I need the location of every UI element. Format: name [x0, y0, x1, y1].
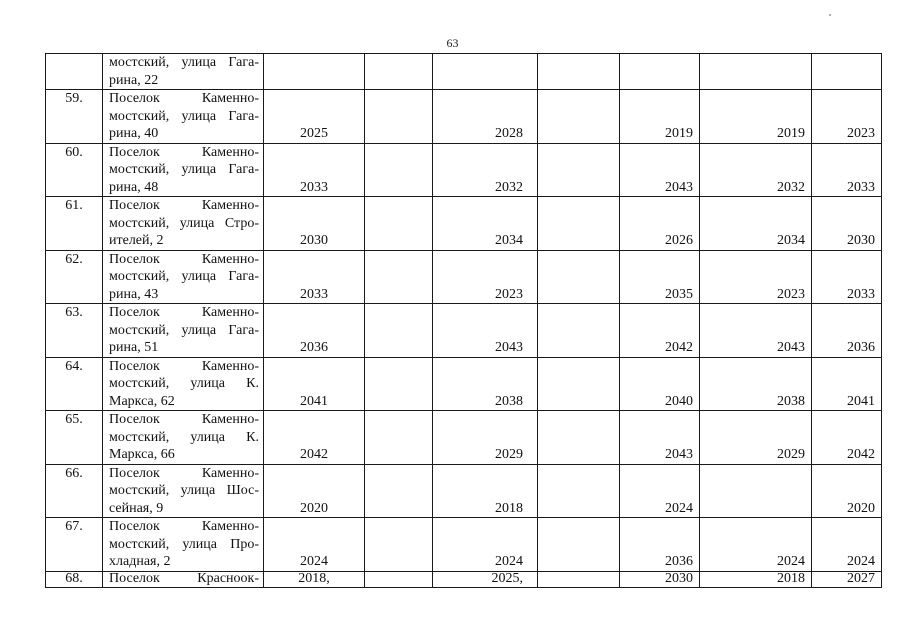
year-cell-4 — [538, 143, 620, 197]
address-line: мостский, улица Шос- — [109, 483, 259, 498]
year-cell-7: 2020 — [812, 464, 882, 518]
year-cell-5: 2036 — [620, 518, 700, 572]
year-cell-6: 2023 — [700, 250, 812, 304]
address-line: Поселок Каменно- — [109, 144, 259, 160]
year-cell-6: 2019 — [700, 90, 812, 144]
address-line: рина, 22 — [109, 72, 159, 88]
address-line: Поселок Каменно- — [109, 198, 259, 213]
year-cell-3: 2025, — [433, 571, 538, 587]
year-cell-4 — [538, 464, 620, 518]
year-cell-7: 2036 — [812, 304, 882, 358]
table-row — [46, 143, 882, 197]
address-line: мостский, улица Гага- — [109, 108, 259, 124]
year-cell-6: 2032 — [700, 143, 812, 197]
year-cell-1: 2025 — [264, 90, 365, 144]
year-cell-3: 2029 — [433, 411, 538, 465]
table-row — [46, 464, 882, 518]
year-cell-5: 2043 — [620, 411, 700, 465]
year-cell-7: 2027 — [812, 571, 882, 587]
year-cell-5: 2026 — [620, 197, 700, 251]
year-cell-5: 2024 — [620, 464, 700, 518]
address-line: хладная, 2 — [109, 554, 171, 569]
address-line: рина, 51 — [109, 340, 159, 355]
address-line: Поселок Каменно- — [109, 251, 259, 267]
address-cell — [103, 571, 264, 587]
year-cell-1: 2033 — [264, 143, 365, 197]
row-number: 61. — [46, 197, 103, 251]
year-cell-6: 2038 — [700, 357, 812, 411]
row-number: 59. — [46, 90, 103, 144]
address-cell — [103, 464, 264, 518]
year-cell-3: 2043 — [433, 304, 538, 358]
year-cell-5: 2030 — [620, 571, 700, 587]
address-cell — [103, 54, 264, 90]
address-cell — [103, 250, 264, 304]
row-number: 64. — [46, 357, 103, 411]
year-cell-5: 2040 — [620, 357, 700, 411]
year-cell-2 — [365, 90, 433, 144]
year-cell-6: 2029 — [700, 411, 812, 465]
year-cell-2 — [365, 571, 433, 587]
year-cell-6: 2024 — [700, 518, 812, 572]
year-cell-1: 2024 — [264, 518, 365, 572]
scan-speck — [829, 14, 831, 16]
year-cell-4 — [538, 411, 620, 465]
row-number: 67. — [46, 518, 103, 572]
year-cell-3: 2024 — [433, 518, 538, 572]
year-cell-6: 2018 — [700, 571, 812, 587]
address-line: рина, 40 — [109, 126, 159, 141]
year-cell-3: 2034 — [433, 197, 538, 251]
year-cell-1: 2042 — [264, 411, 365, 465]
table-row — [46, 411, 882, 465]
address-line: Поселок Каменно- — [109, 358, 259, 374]
year-cell-1: 2033 — [264, 250, 365, 304]
year-cell-4 — [538, 304, 620, 358]
row-number: 62. — [46, 250, 103, 304]
address-line: мостский, улица Гага- — [109, 269, 259, 284]
table-row — [46, 357, 882, 411]
year-cell-4 — [538, 197, 620, 251]
year-cell-2 — [365, 304, 433, 358]
year-cell-3: 2023 — [433, 250, 538, 304]
year-cell-2 — [365, 143, 433, 197]
year-cell-2 — [365, 250, 433, 304]
page-number: 63 — [446, 36, 459, 50]
address-line: сейная, 9 — [109, 500, 164, 516]
year-cell-4 — [538, 518, 620, 572]
address-cell — [103, 411, 264, 465]
address-cell — [103, 304, 264, 358]
year-cell-2 — [365, 357, 433, 411]
year-cell-6 — [700, 54, 812, 90]
year-cell-5: 2019 — [620, 90, 700, 144]
address-line: мостский, улица К. — [109, 429, 259, 445]
address-line: рина, 48 — [109, 179, 159, 195]
year-cell-1: 2030 — [264, 197, 365, 251]
address-line: Поселок Каменно- — [109, 91, 259, 106]
year-cell-3: 2018 — [433, 464, 538, 518]
table-row — [46, 518, 882, 572]
year-cell-4 — [538, 90, 620, 144]
year-cell-5: 2035 — [620, 250, 700, 304]
table-row — [46, 304, 882, 358]
year-cell-7: 2023 — [812, 90, 882, 144]
year-cell-7: 2041 — [812, 357, 882, 411]
year-cell-3: 2028 — [433, 90, 538, 144]
address-cell — [103, 197, 264, 251]
year-cell-7: 2024 — [812, 518, 882, 572]
year-cell-7: 2030 — [812, 197, 882, 251]
address-line: Поселок Красноок- — [109, 571, 259, 586]
address-line: Поселок Каменно- — [109, 465, 259, 481]
row-number: 66. — [46, 464, 103, 518]
row-number: 63. — [46, 304, 103, 358]
year-cell-3: 2032 — [433, 143, 538, 197]
table-row — [46, 571, 882, 587]
address-cell — [103, 518, 264, 572]
row-number: 60. — [46, 143, 103, 197]
address-line: Поселок Каменно- — [109, 519, 259, 534]
row-number: 65. — [46, 411, 103, 465]
year-cell-5: 2043 — [620, 143, 700, 197]
address-line: Поселок Каменно- — [109, 305, 259, 320]
table-row — [46, 54, 882, 90]
data-table — [45, 53, 882, 588]
address-line: мостский, улица Гага- — [109, 322, 259, 338]
year-cell-4 — [538, 250, 620, 304]
address-line: Поселок Каменно- — [109, 412, 259, 427]
address-cell — [103, 357, 264, 411]
year-cell-4 — [538, 357, 620, 411]
year-cell-7: 2033 — [812, 250, 882, 304]
year-cell-2 — [365, 54, 433, 90]
table-row — [46, 90, 882, 144]
year-cell-6: 2043 — [700, 304, 812, 358]
year-cell-7: 2042 — [812, 411, 882, 465]
year-cell-6: 2034 — [700, 197, 812, 251]
address-cell — [103, 143, 264, 197]
year-cell-3 — [433, 54, 538, 90]
row-number — [46, 54, 103, 90]
year-cell-7 — [812, 54, 882, 90]
address-line: Маркса, 66 — [109, 447, 175, 462]
address-line: мостский, улица Гага- — [109, 55, 259, 70]
year-cell-4 — [538, 571, 620, 587]
year-cell-1: 2020 — [264, 464, 365, 518]
year-cell-2 — [365, 518, 433, 572]
table-row — [46, 197, 882, 251]
address-line: ителей, 2 — [109, 233, 164, 248]
year-cell-2 — [365, 464, 433, 518]
address-line: Маркса, 62 — [109, 393, 175, 409]
address-line: мостский, улица Про- — [109, 536, 259, 552]
year-cell-4 — [538, 54, 620, 90]
year-cell-3: 2038 — [433, 357, 538, 411]
year-cell-2 — [365, 197, 433, 251]
year-cell-5: 2042 — [620, 304, 700, 358]
address-line: мостский, улица Стро- — [109, 215, 259, 231]
year-cell-6 — [700, 464, 812, 518]
year-cell-1 — [264, 54, 365, 90]
year-cell-5 — [620, 54, 700, 90]
address-cell — [103, 90, 264, 144]
address-line: мостский, улица Гага- — [109, 162, 259, 177]
table-row — [46, 250, 882, 304]
year-cell-7: 2033 — [812, 143, 882, 197]
year-cell-1: 2018, — [264, 571, 365, 587]
year-cell-1: 2041 — [264, 357, 365, 411]
address-line: мостский, улица К. — [109, 376, 259, 391]
year-cell-1: 2036 — [264, 304, 365, 358]
row-number: 68. — [46, 571, 103, 587]
address-line: рина, 43 — [109, 286, 159, 302]
year-cell-2 — [365, 411, 433, 465]
